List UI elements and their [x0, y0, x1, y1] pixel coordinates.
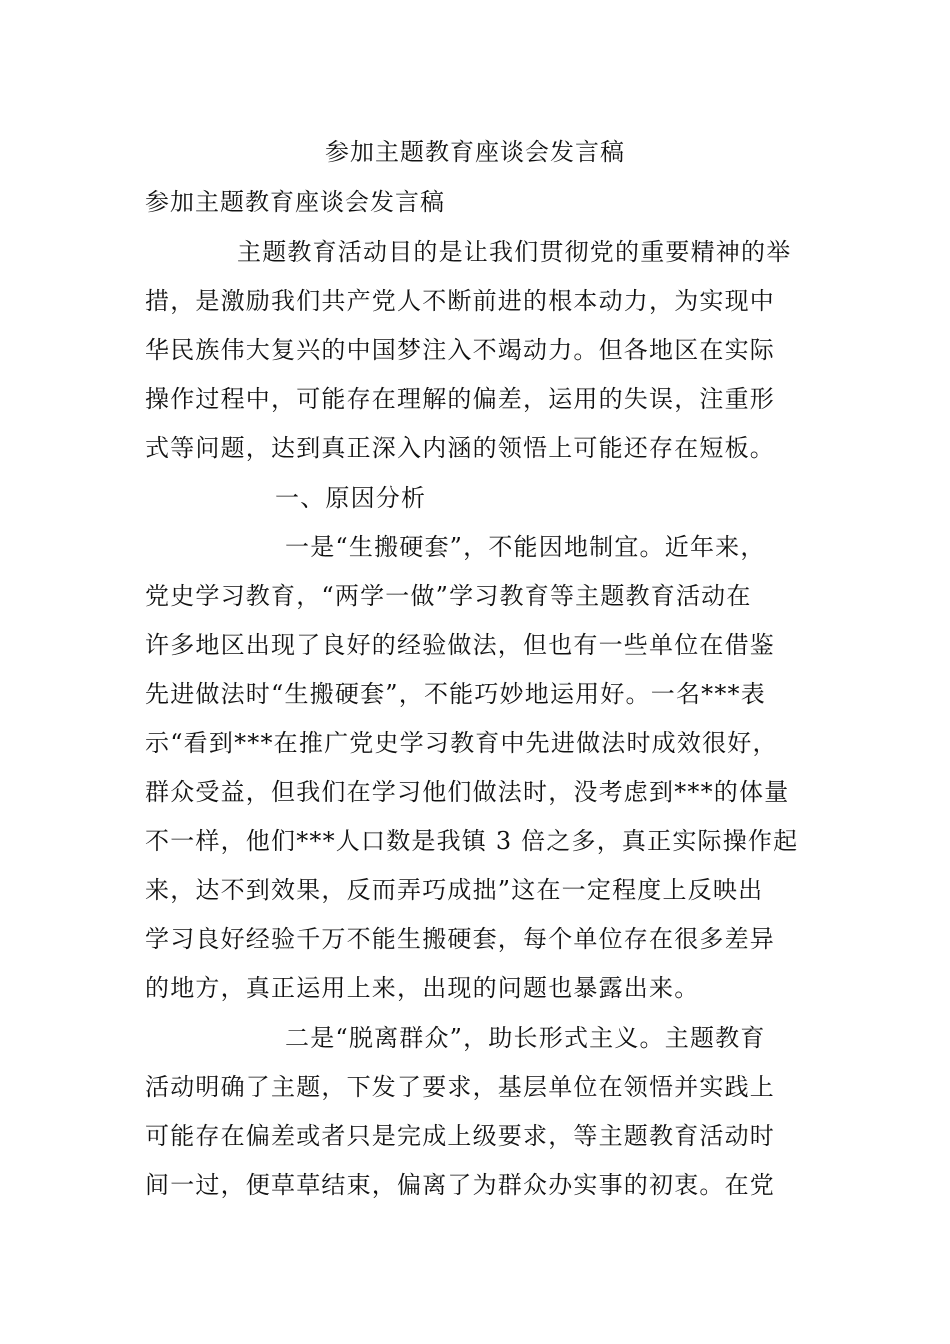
text-line: 学习良好经验千万不能生搬硬套，每个单位存在很多差异: [145, 925, 775, 953]
reason-one-paragraph: [145, 523, 810, 1013]
text-line: 操作过程中，可能存在理解的偏差，运用的失误，注重形: [145, 385, 775, 413]
text-line: 活动明确了主题，下发了要求，基层单位在领悟并实践上: [145, 1073, 775, 1101]
text-line: 一是“生搬硬套”，不能因地制宜。近年来，: [285, 533, 766, 561]
document-title: 参加主题教育座谈会发言稿: [325, 138, 625, 166]
section-heading-text: 一、原因分析: [275, 484, 427, 512]
text-line: 主题教育活动目的是让我们贯彻党的重要精神的举: [237, 238, 792, 266]
text-line: 群众受益，但我们在学习他们做法时，没考虑到***的体量: [145, 778, 790, 806]
text-line: 示“看到***在推广党史学习教育中先进做法时成效很好，: [145, 729, 778, 757]
intro-paragraph: [145, 228, 810, 473]
document-subtitle: 参加主题教育座谈会发言稿: [145, 188, 445, 216]
text-line: 式等问题，达到真正深入内涵的领悟上可能还存在短板。: [145, 434, 775, 462]
section-heading: [145, 474, 810, 523]
text-line: 可能存在偏差或者只是完成上级要求，等主题教育活动时: [145, 1122, 775, 1150]
text-line: 措，是激励我们共产党人不断前进的根本动力，为实现中: [145, 287, 775, 315]
text-line: 华民族伟大复兴的中国梦注入不竭动力。但各地区在实际: [145, 336, 775, 364]
text-line: 先进做法时“生搬硬套”，不能巧妙地运用好。一名***表: [145, 680, 766, 708]
text-line: 间一过，便草草结束，偏离了为群众办实事的初衷。在党: [145, 1171, 775, 1199]
text-line: 许多地区出现了良好的经验做法，但也有一些单位在借鉴: [145, 631, 775, 659]
reason-two-paragraph: [145, 1014, 810, 1210]
text-line: 党史学习教育，“两学一做”学习教育等主题教育活动在: [145, 582, 752, 610]
text-line: 不一样，他们***人口数是我镇 3 倍之多，真正实际操作起: [145, 827, 799, 855]
text-line: 二是“脱离群众”，助长形式主义。主题教育: [285, 1024, 766, 1052]
text-line: 来，达不到效果，反而弄巧成拙”这在一定程度上反映出: [145, 876, 764, 904]
text-line: 的地方，真正运用上来，出现的问题也暴露出来。: [145, 974, 700, 1002]
